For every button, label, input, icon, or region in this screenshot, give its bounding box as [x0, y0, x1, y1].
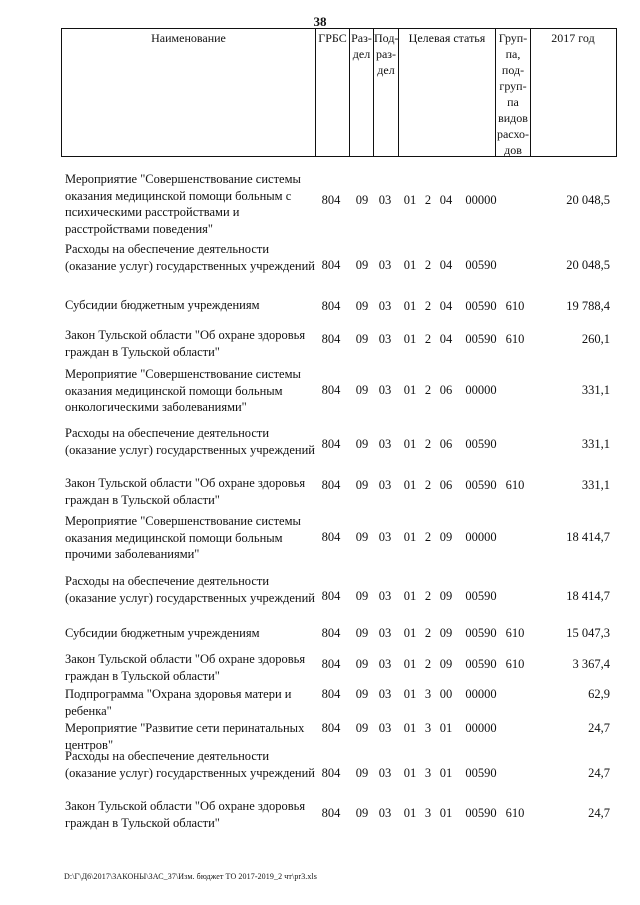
target-subprogram-cell: 2 [424, 299, 432, 313]
target-program-cell: 01 [403, 530, 417, 544]
target-event-cell: 09 [439, 657, 453, 671]
target-direction-cell: 00590 [465, 589, 497, 603]
row-name: Закон Тульской области "Об охране здоровья граждан в Тульской области" [65, 328, 306, 359]
amount-cell: 20 048,5 [566, 258, 610, 272]
expense-type-cell: 610 [505, 478, 525, 492]
grbs-cell: 804 [321, 332, 341, 346]
target-subprogram-cell: 2 [424, 258, 432, 272]
target-program-cell: 01 [403, 478, 417, 492]
row-name: Расходы на обеспечение деятельности (оказание услуг) государственных учреждений [65, 749, 315, 780]
podrazdel-cell: 03 [378, 258, 392, 272]
grbs-cell: 804 [321, 721, 341, 735]
expense-type-cell: 610 [505, 806, 525, 820]
grbs-cell: 804 [321, 806, 341, 820]
grbs-cell: 804 [321, 299, 341, 313]
header-grbs: ГРБС [316, 29, 350, 156]
target-direction-cell: 00590 [465, 657, 497, 671]
amount-cell: 3 367,4 [572, 657, 610, 671]
target-event-cell: 09 [439, 626, 453, 640]
target-direction-cell: 00000 [465, 721, 497, 735]
header-vid: Груп-па, под-груп-па видов расхо-дов [496, 31, 530, 156]
target-subprogram-cell: 2 [424, 437, 432, 451]
podrazdel-cell: 03 [378, 721, 392, 735]
amount-cell: 18 414,7 [566, 530, 610, 544]
target-event-cell: 09 [439, 530, 453, 544]
target-direction-cell: 00590 [465, 766, 497, 780]
header-name: Наименование [62, 29, 316, 156]
row-name: Мероприятие "Совершенствование системы оказания медицинской помощи больным с психическими расстройствами и расстройствами поведения" [65, 172, 301, 236]
target-subprogram-cell: 2 [424, 530, 432, 544]
target-direction-cell: 00590 [465, 258, 497, 272]
target-program-cell: 01 [403, 626, 417, 640]
podrazdel-cell: 03 [378, 657, 392, 671]
razdel-cell: 09 [355, 626, 369, 640]
razdel-cell: 09 [355, 766, 369, 780]
grbs-cell: 804 [321, 437, 341, 451]
target-direction-cell: 00000 [465, 530, 497, 544]
amount-cell: 331,1 [581, 383, 610, 397]
row-name: Расходы на обеспечение деятельности (оказание услуг) государственных учреждений [65, 426, 315, 457]
target-subprogram-cell: 3 [424, 766, 432, 780]
row-name: Субсидии бюджетным учреждениям [65, 298, 260, 312]
target-direction-cell: 00590 [465, 478, 497, 492]
amount-cell: 20 048,5 [566, 193, 610, 207]
target-event-cell: 00 [439, 687, 453, 701]
target-event-cell: 09 [439, 589, 453, 603]
expense-type-cell: 610 [505, 332, 525, 346]
target-event-cell: 04 [439, 332, 453, 346]
amount-cell: 331,1 [581, 478, 610, 492]
amount-cell: 18 414,7 [566, 589, 610, 603]
target-program-cell: 01 [403, 687, 417, 701]
target-direction-cell: 00000 [465, 193, 497, 207]
target-subprogram-cell: 2 [424, 383, 432, 397]
target-subprogram-cell: 2 [424, 589, 432, 603]
razdel-cell: 09 [355, 589, 369, 603]
target-event-cell: 06 [439, 383, 453, 397]
target-subprogram-cell: 3 [424, 721, 432, 735]
grbs-cell: 804 [321, 589, 341, 603]
grbs-cell: 804 [321, 766, 341, 780]
row-name: Подпрограмма "Охрана здоровья матери и ребенка" [65, 687, 292, 718]
razdel-cell: 09 [355, 332, 369, 346]
razdel-cell: 09 [355, 193, 369, 207]
amount-cell: 24,7 [588, 721, 610, 735]
target-subprogram-cell: 2 [424, 626, 432, 640]
podrazdel-cell: 03 [378, 299, 392, 313]
target-program-cell: 01 [403, 299, 417, 313]
grbs-cell: 804 [321, 687, 341, 701]
podrazdel-cell: 03 [378, 332, 392, 346]
target-event-cell: 04 [439, 299, 453, 313]
row-name: Мероприятие "Совершенствование системы оказания медицинской помощи больным онкологическими заболеваниями" [65, 367, 301, 414]
expense-type-cell: 610 [505, 657, 525, 671]
razdel-cell: 09 [355, 383, 369, 397]
amount-cell: 15 047,3 [566, 626, 610, 640]
target-program-cell: 01 [403, 657, 417, 671]
razdel-cell: 09 [355, 299, 369, 313]
amount-cell: 24,7 [588, 766, 610, 780]
target-event-cell: 06 [439, 437, 453, 451]
row-name: Расходы на обеспечение деятельности (оказание услуг) государственных учреждений [65, 574, 315, 605]
file-path-footer: D:\Г\Д6\2017\ЗАКОНЫ\ЗАС_37\Изм. бюджет ТО 2017-2019_2 чт\pr3.xls [64, 872, 318, 881]
row-name: Мероприятие "Развитие сети перинатальных центров" [65, 721, 305, 752]
podrazdel-cell: 03 [378, 589, 392, 603]
target-event-cell: 01 [439, 721, 453, 735]
target-subprogram-cell: 3 [424, 687, 432, 701]
amount-cell: 331,1 [581, 437, 610, 451]
target-program-cell: 01 [403, 766, 417, 780]
target-event-cell: 06 [439, 478, 453, 492]
header-year: 2017 год [551, 31, 595, 45]
razdel-cell: 09 [355, 437, 369, 451]
target-subprogram-cell: 3 [424, 806, 432, 820]
razdel-cell: 09 [355, 657, 369, 671]
amount-cell: 24,7 [588, 806, 610, 820]
header-target: Целевая статья [399, 29, 496, 156]
razdel-cell: 09 [355, 530, 369, 544]
razdel-cell: 09 [355, 478, 369, 492]
podrazdel-cell: 03 [378, 437, 392, 451]
target-event-cell: 04 [439, 258, 453, 272]
header-razdel: Раз-дел [350, 29, 374, 156]
target-subprogram-cell: 2 [424, 193, 432, 207]
expense-type-cell: 610 [505, 626, 525, 640]
row-name: Закон Тульской области "Об охране здоровья граждан в Тульской области" [65, 476, 306, 507]
podrazdel-cell: 03 [378, 766, 392, 780]
target-subprogram-cell: 2 [424, 478, 432, 492]
grbs-cell: 804 [321, 258, 341, 272]
podrazdel-cell: 03 [378, 687, 392, 701]
podrazdel-cell: 03 [378, 806, 392, 820]
row-name: Закон Тульской области "Об охране здоровья граждан в Тульской области" [65, 652, 306, 683]
target-subprogram-cell: 2 [424, 332, 432, 346]
expense-type-cell: 610 [505, 299, 525, 313]
podrazdel-cell: 03 [378, 383, 392, 397]
target-direction-cell: 00590 [465, 626, 497, 640]
target-event-cell: 04 [439, 193, 453, 207]
grbs-cell: 804 [321, 478, 341, 492]
page-number: 38 [313, 14, 327, 29]
razdel-cell: 09 [355, 258, 369, 272]
grbs-cell: 804 [321, 193, 341, 207]
target-program-cell: 01 [403, 258, 417, 272]
target-program-cell: 01 [403, 437, 417, 451]
target-program-cell: 01 [403, 193, 417, 207]
target-program-cell: 01 [403, 806, 417, 820]
podrazdel-cell: 03 [378, 530, 392, 544]
target-direction-cell: 00590 [465, 299, 497, 313]
target-event-cell: 01 [439, 766, 453, 780]
header-podrazdel: Под-раз-дел [374, 29, 399, 156]
amount-cell: 62,9 [588, 687, 610, 701]
target-program-cell: 01 [403, 332, 417, 346]
target-direction-cell: 00000 [465, 687, 497, 701]
target-event-cell: 01 [439, 806, 453, 820]
target-program-cell: 01 [403, 721, 417, 735]
podrazdel-cell: 03 [378, 626, 392, 640]
amount-cell: 260,1 [581, 332, 610, 346]
target-direction-cell: 00000 [465, 383, 497, 397]
target-direction-cell: 00590 [465, 332, 497, 346]
grbs-cell: 804 [321, 383, 341, 397]
target-direction-cell: 00590 [465, 437, 497, 451]
amount-cell: 19 788,4 [566, 299, 610, 313]
row-name: Субсидии бюджетным учреждениям [65, 626, 260, 640]
target-program-cell: 01 [403, 589, 417, 603]
grbs-cell: 804 [321, 530, 341, 544]
grbs-cell: 804 [321, 657, 341, 671]
podrazdel-cell: 03 [378, 193, 392, 207]
table-header [61, 28, 617, 157]
target-direction-cell: 00590 [465, 806, 497, 820]
razdel-cell: 09 [355, 806, 369, 820]
razdel-cell: 09 [355, 721, 369, 735]
grbs-cell: 804 [321, 626, 341, 640]
razdel-cell: 09 [355, 687, 369, 701]
target-subprogram-cell: 2 [424, 657, 432, 671]
target-program-cell: 01 [403, 383, 417, 397]
row-name: Расходы на обеспечение деятельности (оказание услуг) государственных учреждений [65, 242, 315, 273]
podrazdel-cell: 03 [378, 478, 392, 492]
row-name: Закон Тульской области "Об охране здоровья граждан в Тульской области" [65, 799, 306, 830]
row-name: Мероприятие "Совершенствование системы оказания медицинской помощи больным прочими заболеваниями" [65, 514, 301, 561]
